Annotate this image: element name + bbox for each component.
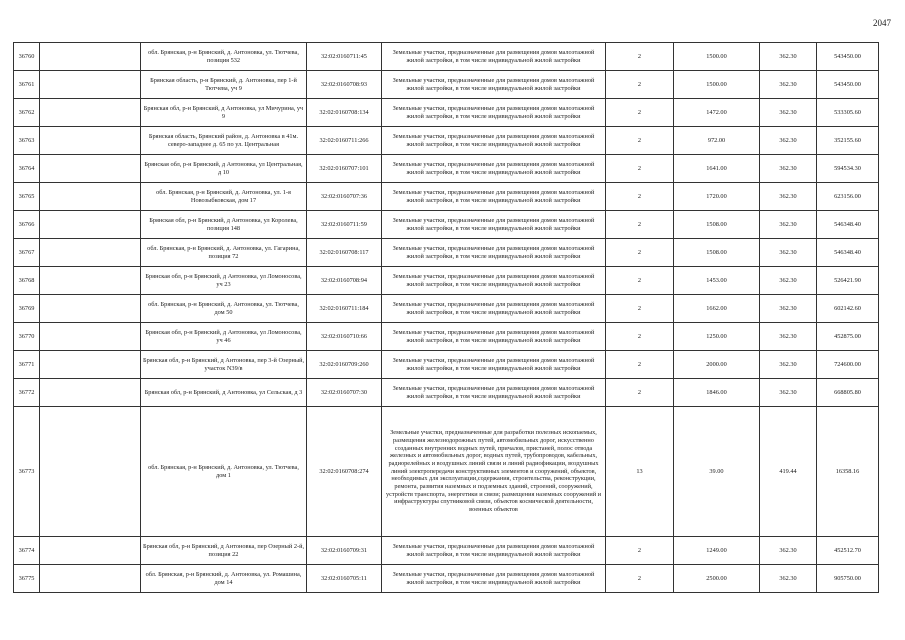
area-cell: 1508.00: [674, 239, 760, 267]
permitted-use-cell: Земельные участки, предназначенные для размещения домов малоэтажной жилой застройки, в том числе индивидуальной жилой застройки: [382, 43, 606, 71]
area-cell: 1500.00: [674, 43, 760, 71]
address-cell: Брянская обл, р-н Брянский, д Антоновка, ул Сельская, д 3: [141, 379, 307, 407]
row-number: 36773: [14, 407, 40, 537]
empty-cell: [40, 127, 141, 155]
cadastral-value-cell: 352155.60: [817, 127, 879, 155]
address-cell: Брянская обл, р-н Брянский, д Антоновка, ул Центральная, д 10: [141, 155, 307, 183]
permitted-use-cell: Земельные участки, предназначенные для размещения домов малоэтажной жилой застройки, в том числе индивидуальной жилой застройки: [382, 99, 606, 127]
cadastral-value-cell: 452875.00: [817, 323, 879, 351]
address-cell: Брянская область, р-н Брянский, д. Антоновка, пер 1-й Тютчева, уч 9: [141, 71, 307, 99]
address-cell: Брянская обл, р-н Брянский, д Антоновка, пер Озерный 2-й, позиция 22: [141, 537, 307, 565]
permitted-use-cell: Земельные участки, предназначенные для размещения домов малоэтажной жилой застройки, в том числе индивидуальной жилой застройки: [382, 211, 606, 239]
cadastral-number-cell: 32:02:0160708:117: [307, 239, 382, 267]
row-number: 36768: [14, 267, 40, 295]
area-cell: 1249.00: [674, 537, 760, 565]
specific-value-cell: 362.30: [760, 537, 817, 565]
cadastral-value-cell: 668805.80: [817, 379, 879, 407]
cadastral-number-cell: 32:02:0160707:36: [307, 183, 382, 211]
specific-value-cell: 362.30: [760, 71, 817, 99]
table-row: [14, 565, 879, 593]
specific-value-cell: 362.30: [760, 183, 817, 211]
cadastral-value-cell: 623156.00: [817, 183, 879, 211]
permitted-use-cell: Земельные участки, предназначенные для размещения домов малоэтажной жилой застройки, в том числе индивидуальной жилой застройки: [382, 379, 606, 407]
address-cell: Брянская обл, р-н Брянский, д Антоновка, ул Мичурина, уч 9: [141, 99, 307, 127]
permitted-use-cell: Земельные участки, предназначенные для размещения домов малоэтажной жилой застройки, в том числе индивидуальной жилой застройки: [382, 351, 606, 379]
area-cell: 39.00: [674, 407, 760, 537]
use-category-cell: 2: [606, 99, 674, 127]
use-category-cell: 13: [606, 407, 674, 537]
area-cell: 1453.00: [674, 267, 760, 295]
table-row: [14, 183, 879, 211]
empty-cell: [40, 407, 141, 537]
empty-cell: [40, 183, 141, 211]
cadastral-number-cell: 32:02:0160708:93: [307, 71, 382, 99]
permitted-use-cell: Земельные участки, предназначенные для размещения домов малоэтажной жилой застройки, в том числе индивидуальной жилой застройки: [382, 183, 606, 211]
use-category-cell: 2: [606, 379, 674, 407]
area-cell: 1662.00: [674, 295, 760, 323]
cadastral-value-cell: 543450.00: [817, 71, 879, 99]
cadastral-number-cell: 32:02:0160708:94: [307, 267, 382, 295]
cadastral-number-cell: 32:02:0160705:11: [307, 565, 382, 593]
table-row: [14, 239, 879, 267]
permitted-use-cell: Земельные участки, предназначенные для размещения домов малоэтажной жилой застройки, в том числе индивидуальной жилой застройки: [382, 295, 606, 323]
address-cell: обл. Брянская, р-н Брянский, д. Антоновка, ул. 1-я Новозыбковская, дом 17: [141, 183, 307, 211]
specific-value-cell: 419.44: [760, 407, 817, 537]
address-cell: Брянская область, Брянский район, д. Антоновка в 41м. северо-западнее д. 65 по ул. Центральная: [141, 127, 307, 155]
cadastral-value-cell: 546348.40: [817, 211, 879, 239]
area-cell: 1472.00: [674, 99, 760, 127]
row-number: 36764: [14, 155, 40, 183]
table-row: [14, 99, 879, 127]
specific-value-cell: 362.30: [760, 379, 817, 407]
row-number: 36771: [14, 351, 40, 379]
table-row: [14, 211, 879, 239]
empty-cell: [40, 155, 141, 183]
use-category-cell: 2: [606, 239, 674, 267]
area-cell: 1720.00: [674, 183, 760, 211]
use-category-cell: 2: [606, 211, 674, 239]
empty-cell: [40, 537, 141, 565]
specific-value-cell: 362.30: [760, 155, 817, 183]
cadastral-value-cell: 602142.60: [817, 295, 879, 323]
cadastral-number-cell: 32:02:0160708:134: [307, 99, 382, 127]
specific-value-cell: 362.30: [760, 267, 817, 295]
use-category-cell: 2: [606, 323, 674, 351]
empty-cell: [40, 267, 141, 295]
area-cell: 1508.00: [674, 211, 760, 239]
row-number: 36766: [14, 211, 40, 239]
cadastral-number-cell: 32:02:0160711:59: [307, 211, 382, 239]
row-number: 36760: [14, 43, 40, 71]
address-cell: Брянская обл, р-н Брянский, д Антоновка, пер 3-й Озерный, участок N39/в: [141, 351, 307, 379]
empty-cell: [40, 351, 141, 379]
row-number: 36772: [14, 379, 40, 407]
use-category-cell: 2: [606, 351, 674, 379]
table-row: [14, 127, 879, 155]
use-category-cell: 2: [606, 537, 674, 565]
table-row: [14, 351, 879, 379]
use-category-cell: 2: [606, 127, 674, 155]
row-number: 36763: [14, 127, 40, 155]
permitted-use-cell: Земельные участки, предназначенные для размещения домов малоэтажной жилой застройки, в том числе индивидуальной жилой застройки: [382, 71, 606, 99]
specific-value-cell: 362.30: [760, 127, 817, 155]
use-category-cell: 2: [606, 295, 674, 323]
row-number: 36761: [14, 71, 40, 99]
row-number: 36769: [14, 295, 40, 323]
cadastral-number-cell: 32:02:0160707:30: [307, 379, 382, 407]
empty-cell: [40, 43, 141, 71]
address-cell: обл. Брянская, р-н Брянский, д. Антоновка, ул. Гагарина, позиция 72: [141, 239, 307, 267]
area-cell: 972.00: [674, 127, 760, 155]
specific-value-cell: 362.30: [760, 565, 817, 593]
permitted-use-cell: Земельные участки, предназначенные для размещения домов малоэтажной жилой застройки, в том числе индивидуальной жилой застройки: [382, 155, 606, 183]
address-cell: Брянская обл, р-н Брянский, д Антоновка, ул Ломоносова, уч 46: [141, 323, 307, 351]
area-cell: 2500.00: [674, 565, 760, 593]
use-category-cell: 2: [606, 155, 674, 183]
use-category-cell: 2: [606, 71, 674, 99]
cadastral-value-cell: 543450.00: [817, 43, 879, 71]
row-number: 36775: [14, 565, 40, 593]
cadastral-number-cell: 32:02:0160710:66: [307, 323, 382, 351]
cadastral-number-cell: 32:02:0160711:184: [307, 295, 382, 323]
permitted-use-cell: Земельные участки, предназначенные для размещения домов малоэтажной жилой застройки, в том числе индивидуальной жилой застройки: [382, 565, 606, 593]
table-row: [14, 537, 879, 565]
cadastral-number-cell: 32:02:0160708:274: [307, 407, 382, 537]
specific-value-cell: 362.30: [760, 99, 817, 127]
permitted-use-cell: Земельные участки, предназначенные для размещения домов малоэтажной жилой застройки, в том числе индивидуальной жилой застройки: [382, 127, 606, 155]
address-cell: обл. Брянская, р-н Брянский, д. Антоновка, ул. Тютчева, дом 50: [141, 295, 307, 323]
address-cell: Брянская обл, р-н Брянский, д Антоновка, ул Королева, позиция 148: [141, 211, 307, 239]
address-cell: Брянская обл, р-н Брянский, д Антоновка, ул Ломоносова, уч 23: [141, 267, 307, 295]
cadastral-value-cell: 546348.40: [817, 239, 879, 267]
permitted-use-cell: Земельные участки, предназначенные для размещения домов малоэтажной жилой застройки, в том числе индивидуальной жилой застройки: [382, 537, 606, 565]
specific-value-cell: 362.30: [760, 323, 817, 351]
empty-cell: [40, 239, 141, 267]
address-cell: обл. Брянская, р-н Брянский, д. Антоновка, ул. Ромашина, дом 14: [141, 565, 307, 593]
table-row: [14, 379, 879, 407]
area-cell: 1250.00: [674, 323, 760, 351]
table-row: [14, 407, 879, 537]
table-row: [14, 323, 879, 351]
land-plots-table: [13, 42, 879, 593]
row-number: 36774: [14, 537, 40, 565]
specific-value-cell: 362.30: [760, 239, 817, 267]
use-category-cell: 2: [606, 43, 674, 71]
specific-value-cell: 362.30: [760, 211, 817, 239]
address-cell: обл. Брянская, р-н Брянский, д. Антоновка, ул. Тютчева, позиция 532: [141, 43, 307, 71]
cadastral-value-cell: 526421.90: [817, 267, 879, 295]
use-category-cell: 2: [606, 183, 674, 211]
cadastral-value-cell: 594534.30: [817, 155, 879, 183]
cadastral-number-cell: 32:02:0160707:101: [307, 155, 382, 183]
empty-cell: [40, 211, 141, 239]
area-cell: 1641.00: [674, 155, 760, 183]
page-number: 2047: [873, 18, 891, 28]
row-number: 36767: [14, 239, 40, 267]
empty-cell: [40, 99, 141, 127]
table-row: [14, 155, 879, 183]
row-number: 36765: [14, 183, 40, 211]
permitted-use-cell: Земельные участки, предназначенные для размещения домов малоэтажной жилой застройки, в том числе индивидуальной жилой застройки: [382, 323, 606, 351]
cadastral-number-cell: 32:02:0160709:260: [307, 351, 382, 379]
cadastral-value-cell: 533305.60: [817, 99, 879, 127]
table-row: [14, 43, 879, 71]
table-row: [14, 267, 879, 295]
use-category-cell: 2: [606, 565, 674, 593]
specific-value-cell: 362.30: [760, 351, 817, 379]
empty-cell: [40, 379, 141, 407]
empty-cell: [40, 323, 141, 351]
permitted-use-cell: Земельные участки, предназначенные для размещения домов малоэтажной жилой застройки, в том числе индивидуальной жилой застройки: [382, 267, 606, 295]
row-number: 36762: [14, 99, 40, 127]
row-number: 36770: [14, 323, 40, 351]
empty-cell: [40, 565, 141, 593]
cadastral-value-cell: 905750.00: [817, 565, 879, 593]
use-category-cell: 2: [606, 267, 674, 295]
area-cell: 1846.00: [674, 379, 760, 407]
cadastral-value-cell: 452512.70: [817, 537, 879, 565]
address-cell: обл. Брянская, р-н Брянский, д. Антоновка, ул. Тютчева, дом 1: [141, 407, 307, 537]
cadastral-value-cell: 724600.00: [817, 351, 879, 379]
permitted-use-cell: Земельные участки, предназначенные для разработки полезных ископаемых, размещения железнодорожных путей, автомобильных дорог, искусственно созданных внутренних водных путей, причалов, пристаней, полос отвода железных и автомобильных дорог, водных путей, трубопроводов, кабельных, радиорелейных и воздушных линий связи и линий радиофикации, воздушных линий электропередачи конструктивных элементов и сооружений, объектов, необходимых для эксплуатации,содержания, строительства, реконструкции, ремонта, развития наземных и подземных зданий, строений, сооружений, устройств транспорта, энергетики и связи; размещения наземных сооружений и инфраструктуры спутниковой связи, объектов космической деятельности, военных объектов: [382, 407, 606, 537]
cadastral-value-cell: 16358.16: [817, 407, 879, 537]
specific-value-cell: 362.30: [760, 43, 817, 71]
cadastral-number-cell: 32:02:0160711:45: [307, 43, 382, 71]
permitted-use-cell: Земельные участки, предназначенные для размещения домов малоэтажной жилой застройки, в том числе индивидуальной жилой застройки: [382, 239, 606, 267]
table-row: [14, 71, 879, 99]
table-row: [14, 295, 879, 323]
area-cell: 2000.00: [674, 351, 760, 379]
area-cell: 1500.00: [674, 71, 760, 99]
empty-cell: [40, 71, 141, 99]
cadastral-number-cell: 32:02:0160709:31: [307, 537, 382, 565]
cadastral-number-cell: 32:02:0160711:266: [307, 127, 382, 155]
specific-value-cell: 362.30: [760, 295, 817, 323]
empty-cell: [40, 295, 141, 323]
